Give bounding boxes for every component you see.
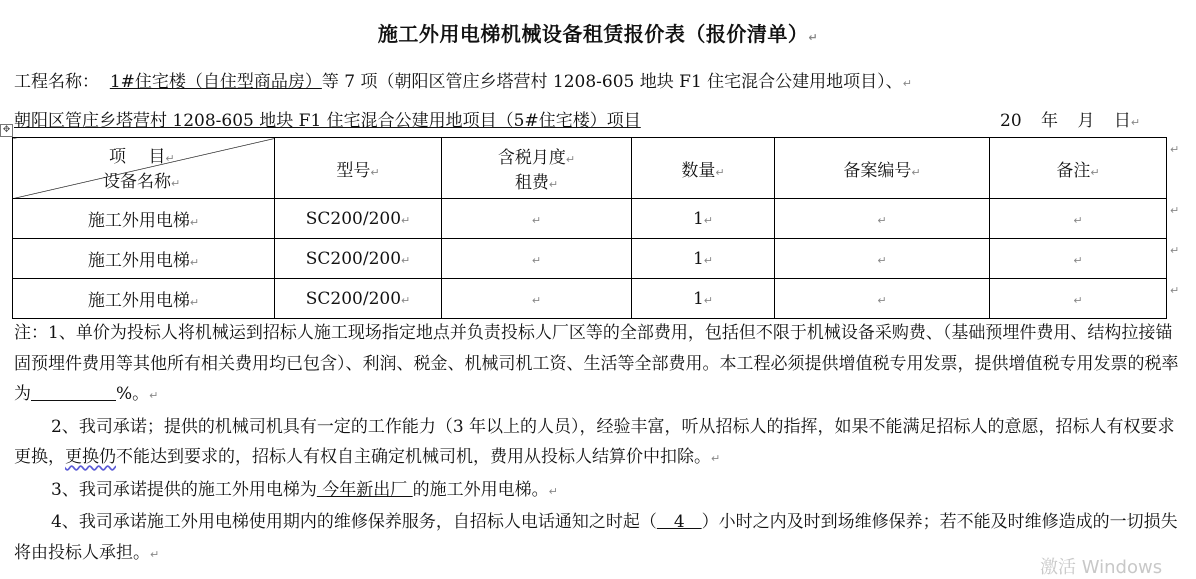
note-4: 4、我司承诺施工外用电梯使用期内的维修保养服务，自招标人电话通知之时起（ 4 ）小时之内及时到场维修保养；若不能及时维修造成的一切损失将由投标人承担。↵: [14, 512, 1178, 563]
table-row: [13, 239, 1167, 279]
date-field: 20 年 月 日↵: [1000, 111, 1141, 131]
cell-equipment-name[interactable]: 施工外用电梯↵: [13, 199, 275, 239]
cell-model[interactable]: SC200/200↵: [275, 279, 442, 319]
spellcheck-underlined-text: 更换仍: [65, 447, 116, 467]
row-end-mark: ↵: [1170, 204, 1180, 217]
cell-monthly-rent[interactable]: ↵: [442, 199, 632, 239]
cell-monthly-rent[interactable]: ↵: [442, 279, 632, 319]
document-title: 施工外用电梯机械设备租赁报价表（报价清单）↵: [377, 22, 819, 46]
header-monthly-rent: 含税月度↵ 租费↵: [442, 138, 632, 199]
project-name-line-2: 朝阳区管庄乡塔营村 1208-605 地块 F1 住宅混合公建用地项目（5#住宅楼）项目: [14, 111, 641, 131]
header-record-number: 备案编号↵: [775, 138, 990, 199]
cell-remark[interactable]: ↵: [990, 199, 1167, 239]
cell-quantity[interactable]: 1↵: [632, 279, 775, 319]
header-remark: 备注↵: [990, 138, 1167, 199]
table-header-row: [13, 138, 1167, 199]
header-item-label: 项 目↵: [109, 147, 175, 167]
header-diagonal-cell: [13, 138, 275, 199]
windows-activation-watermark: 激活 Windows: [1040, 557, 1163, 578]
rental-table: [12, 137, 1167, 319]
row-end-mark: ↵: [1170, 143, 1180, 156]
header-model: 型号↵: [275, 138, 442, 199]
project-name-label: 工程名称：: [14, 72, 99, 92]
new-factory-underlined: 今年新出厂: [316, 479, 413, 500]
cell-monthly-rent[interactable]: ↵: [442, 239, 632, 279]
cell-record-number[interactable]: ↵: [775, 239, 990, 279]
cell-equipment-name[interactable]: 施工外用电梯↵: [13, 279, 275, 319]
table-row: [13, 199, 1167, 239]
notes-section: [14, 318, 1186, 570]
project-name-underlined: 1#住宅楼（自住型商品房）: [109, 72, 322, 92]
cell-equipment-name[interactable]: 施工外用电梯↵: [13, 239, 275, 279]
header-equipment-name-label: 设备名称↵: [103, 172, 181, 192]
cell-record-number[interactable]: ↵: [775, 199, 990, 239]
cell-model[interactable]: SC200/200↵: [275, 199, 442, 239]
project-name-line-1: 工程名称： 1#住宅楼（自住型商品房）等 7 项（朝阳区管庄乡塔营村 1208-605 地块 F1 住宅混合公建用地项目）、↵: [14, 72, 912, 92]
cell-model[interactable]: SC200/200↵: [275, 239, 442, 279]
note-3: 3、我司承诺提供的施工外用电梯为 今年新出厂 的施工外用电梯。↵: [51, 479, 558, 500]
cell-quantity[interactable]: 1↵: [632, 199, 775, 239]
cell-quantity[interactable]: 1↵: [632, 239, 775, 279]
table-move-handle-icon[interactable]: ✥: [0, 124, 13, 137]
row-end-mark: ↵: [1170, 284, 1180, 297]
response-hours-value[interactable]: 4: [656, 512, 702, 532]
table-row: [13, 279, 1167, 319]
project-name-rest: 等 7 项（朝阳区管庄乡塔营村 1208-605 地块 F1 住宅混合公建用地项目）、: [321, 72, 903, 92]
cell-remark[interactable]: ↵: [990, 279, 1167, 319]
tax-rate-blank[interactable]: [31, 384, 116, 404]
note-2: 2、我司承诺；提供的机械司机具有一定的工作能力（3 年以上的人员），经验丰富，听从招标人的指挥，如果不能满足招标人的意愿，招标人有权要求更换，更换仍不能达到要求的，招标人有权自主确定机械司机，费用从投标人结算价中扣除。↵: [14, 416, 1175, 467]
cell-record-number[interactable]: ↵: [775, 279, 990, 319]
row-end-mark: ↵: [1170, 244, 1180, 257]
cell-remark[interactable]: ↵: [990, 239, 1167, 279]
header-quantity: 数量↵: [632, 138, 775, 199]
note-1: 注：1、单价为投标人将机械运到招标人施工现场指定地点并负责投标人厂区等的全部费用，包括但不限于机械设备采购费、（基础预埋件费用、结构拉接锚固预埋件费用等其他所有相关费用均已包含）、利润、税金、机械司机工资、生活等全部费用。本工程必须提供增值税专用发票，提供增值税专用发票的税率为 %。↵: [14, 323, 1179, 404]
